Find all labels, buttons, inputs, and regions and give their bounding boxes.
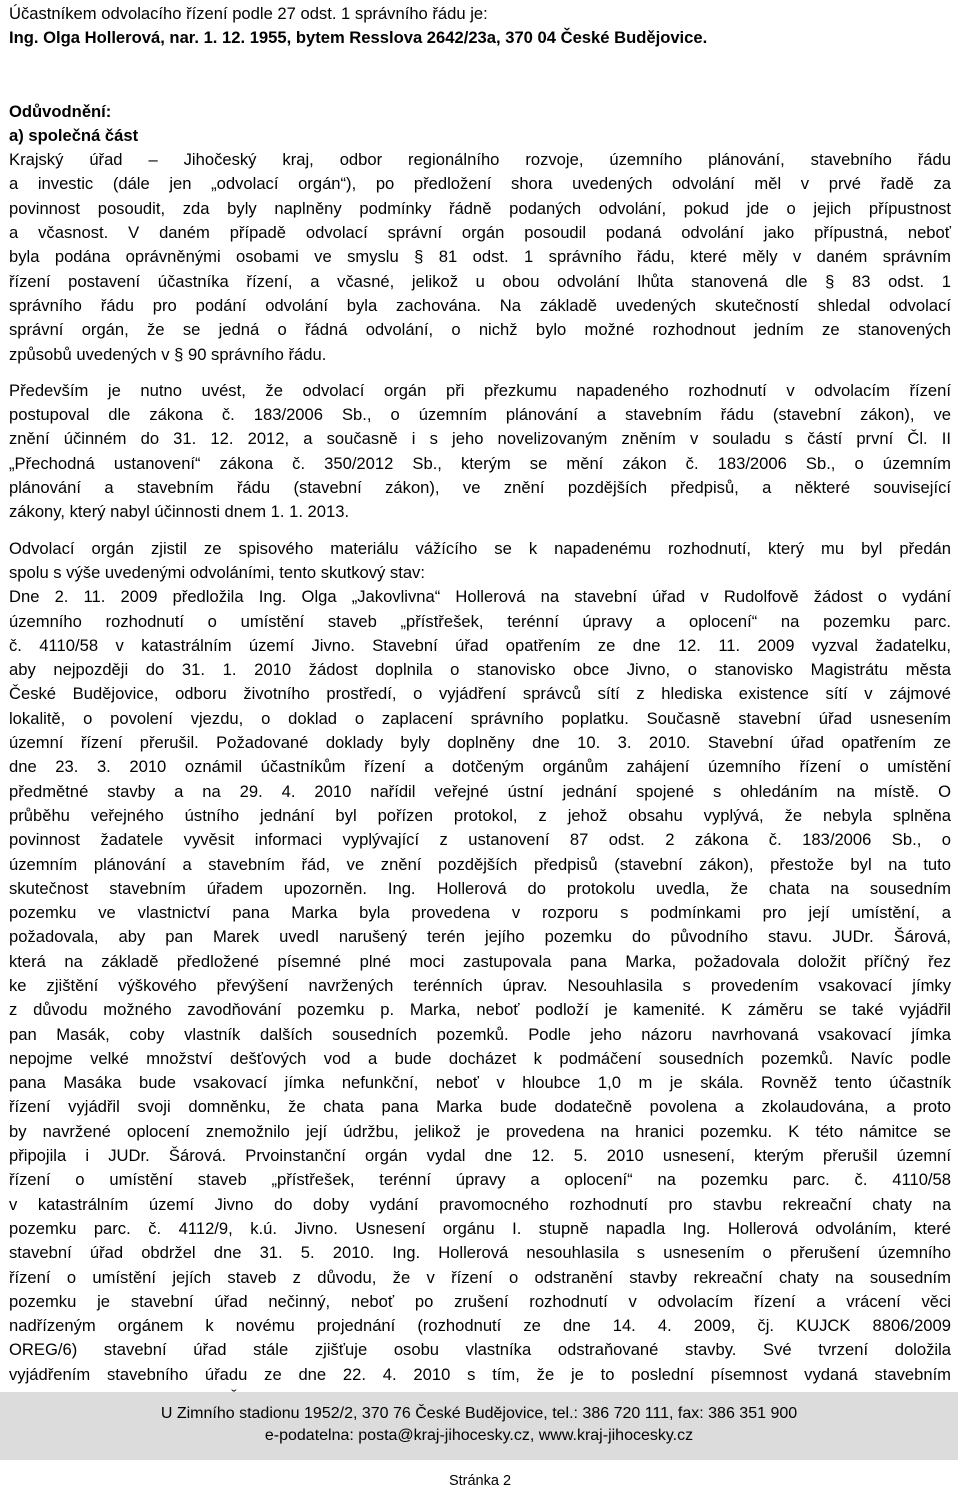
text-line: správní orgán, že se jedná o řádná odvolání, o nichž bylo možné rozhodnout jedním ze stanovených — [9, 320, 951, 340]
text-line: územní řízení přerušil. Požadované doklady byly doplněny dne 10. 3. 2010. Stavební úřad opatřením ze — [9, 733, 951, 753]
text-line: byla podána oprávněnými osobami ve smyslu § 81 odst. 1 správního řádu, které měly v daném správním — [9, 247, 951, 267]
text-line: požadovala, aby pan Marek uvedl narušený terén jejího pozemku do původního stavu. JUDr. Šárová, — [9, 927, 951, 947]
text-line: spolu s výše uvedenými odvoláními, tento skutkový stav: — [9, 562, 425, 582]
text-line: nepojme velké množství dešťových vod a bude docházet k podmáčení sousedních pozemků. Navíc podle — [9, 1048, 951, 1068]
text-line: pozemku ve vlastnictví pana Marka byla provedena v rozporu s podmínkami pro její umístění, a — [9, 903, 951, 923]
text-line: plánování a stavebním řádu (stavební zákon), ve znění pozdějších předpisů, a některé související — [9, 478, 951, 498]
text-line: pozemku parc. č. 4112/9, k.ú. Jivno. Usnesení orgánu I. stupně napadla Ing. Hollerová odvoláním, které — [9, 1218, 951, 1238]
text-line: pana Masáka bude vsakovací jímka nefunkční, neboť v hloubce 1,0 m je skála. Rovněž tento účastník — [9, 1073, 951, 1093]
text-line: a investic (dále jen „odvolací orgán“), po předložení shora uvedených odvolání měl v prvé řadě za — [9, 174, 951, 194]
section-heading: Odůvodnění: — [9, 101, 112, 121]
text-line: Dne 2. 11. 2009 předložila Ing. Olga „Jakovlivna“ Hollerová na stavební úřad v Rudolfově žádost o vydání — [9, 587, 951, 607]
document-body — [9, 2, 951, 1411]
text-line: dne 23. 3. 2010 oznámil účastníkům řízení a dotčeným orgánům zahájení územního řízení o umístění — [9, 757, 951, 777]
participant-name: Ing. Olga Hollerová, nar. 1. 12. 1955, bytem Resslova 2642/23a, 370 04 České Budějovice. — [9, 28, 708, 48]
text-line: lokalitě, o povolení vjezdu, o doklad o zaplacení správního poplatku. Současně stavební úřad usnesením — [9, 708, 951, 728]
page-number: Stránka 2 — [448, 1473, 512, 1489]
text-line: předmětné stavby a na 29. 4. 2010 nařídil veřejné ústní jednání spojené s ohledáním na místě. O — [9, 781, 951, 801]
text-line: Především je nutno uvést, že odvolací orgán při přezkumu napadeného rozhodnutí v odvolacím řízení — [9, 380, 951, 400]
text-line: znění účinném do 31. 12. 2012, a současně i s jeho novelizovaným zněním v souladu s částí první Čl. II — [9, 429, 951, 449]
text-line: správního řádu pro podání odvolání byla zachována. Na základě uvedených skutečností shledal odvolací — [9, 295, 951, 315]
text-line: vyjádřením stavebního úřadu ze dne 22. 4. 2010 s tím, že je to poslední písemnost vydaná stavebním — [9, 1364, 951, 1384]
text-line: OREG/6) stavební úřad stále zjišťuje osobu vlastníka odstraňované stavby. Své tvrzení doložila — [9, 1340, 951, 1360]
text-line: stavební úřad obdržel dne 31. 5. 2010. Ing. Hollerová nesouhlasila s usnesením o přerušení územního — [9, 1243, 951, 1263]
text-line: č. 4110/58 v katastrálním území Jivno. Stavební úřad opatřením ze dne 12. 11. 2009 vyzval žadatelku, — [9, 635, 951, 655]
text-line: a včasnost. V daném případě odvolací správní orgán posoudil podaná odvolání jako přípustná, neboť — [9, 223, 951, 243]
text-line: v katastrálním území Jivno do doby vydání pravomocného rozhodnutí pro stavbu rekreační chaty na — [9, 1194, 951, 1214]
text-line: Odvolací orgán zjistil ze spisového materiálu vážícího se k napadenému rozhodnutí, který mu byl předán — [9, 538, 951, 558]
footer-address: U Zimního stadionu 1952/2, 370 76 České Budějovice, tel.: 386 720 111, fax: 386 351 900 — [160, 1405, 798, 1422]
text-line: skutečnost stavebním úřadem upozorněn. Ing. Hollerová do protokolu uvedla, že chata na sousedním — [9, 878, 951, 898]
page-footer — [0, 1392, 958, 1460]
text-line: připojila i JUDr. Šárová. Prvoinstanční orgán vydal dne 12. 5. 2010 usnesení, kterým přerušil územní — [9, 1146, 951, 1166]
text-line: povinnost posoudit, zda byly naplněny podmínky řádně podaných odvolání, pokud jde o jejich přípustnost — [9, 198, 951, 218]
text-line: řízení o umístění staveb „přístřešek, terénní úpravy a oplocení“ na pozemku parc. č. 4110/58 — [9, 1170, 951, 1190]
text-line: způsobů uvedených v § 90 správního řádu. — [9, 344, 327, 364]
text-line: aby nejpozději do 31. 1. 2010 žádost doplnila o stanovisko obce Jivno, o stanovisko Magistrátu města — [9, 660, 951, 680]
footer-contact: e-podatelna: posta@kraj-jihocesky.cz, www.kraj-jihocesky.cz — [264, 1427, 694, 1444]
text-line: řízení postavení účastníka řízení, a včasné, jelikož u obou odvolání lhůta stanovená dle § 83 odst. 1 — [9, 271, 951, 291]
text-line: postupoval dle zákona č. 183/2006 Sb., o územním plánování a stavebním řádu (stavební zákon), ve — [9, 405, 951, 425]
text-line: řízení o umístění jejích staveb z důvodu, že v řízení o odstranění stavby rekreační chaty na sousedním — [9, 1267, 951, 1287]
text-line: Krajský úřad – Jihočeský kraj, odbor regionálního rozvoje, územního plánování, stavebního řádu — [9, 150, 951, 170]
text-line: která na základě předložené písemné plné moci zastupovala pana Marka, požadovala doložit příčný řez — [9, 951, 951, 971]
text-line: povinnost žadatele vyvěsit informaci vyplývající z ustanovení 87 odst. 2 zákona č. 183/2006 Sb., o — [9, 830, 951, 850]
participant-intro: Účastníkem odvolacího řízení podle 27 odst. 1 správního řádu je: — [9, 4, 488, 23]
paragraph-facts — [9, 537, 951, 1412]
text-line: průběhu veřejného ústního jednání byl pořízen protokol, z jehož obsahu vyplývá, že nebyla splněna — [9, 805, 951, 825]
text-line: pozemku je stavební úřad nečinný, neboť po zrušení rozhodnutí v odvolacím řízení a vrácení věci — [9, 1291, 951, 1311]
text-line: nadřízeným orgánem k novému projednání (rozhodnutí ze dne 14. 4. 2009, čj. KUJCK 8806/2009 — [9, 1316, 951, 1336]
text-line: ke zjištění výškového převýšení navržených terénních úprav. Nesouhlasila s provedením vsakovací jímky — [9, 975, 951, 995]
text-line: by navržené oplocení znemožnilo její údržbu, jelikož je provedena na hranici pozemku. K této námitce se — [9, 1121, 951, 1141]
text-line: „Přechodná ustanovení“ zákona č. 350/2012 Sb., kterým se mění zákon č. 183/2006 Sb., o územním — [9, 453, 951, 473]
text-line: zákony, který nabyl účinnosti dnem 1. 1. 2013. — [9, 502, 350, 522]
text-line: České Budějovice, odboru životního prostředí, o vyjádření správců sítí z hlediska existence sítí v zájmové — [9, 684, 951, 704]
paragraph-admissibility — [9, 148, 951, 367]
section-subheading: a) společná část — [9, 125, 139, 145]
text-line: řízení vyjádřil svoji domněnku, že chata pana Marka bude dodatečně povolena a zkolaudována, a proto — [9, 1097, 951, 1117]
text-line: pan Masák, coby vlastník dalších sousedních pozemků. Podle jeho názoru navrhovaná vsakovací jímka — [9, 1024, 951, 1044]
text-line: územního rozhodnutí o umístění staveb „přístřešek, terénní úpravy a oplocení“ na pozemku parc. — [9, 611, 951, 631]
paragraph-legal-basis — [9, 379, 951, 525]
text-line: územním plánování a stavebním řád, ve znění pozdějších předpisů (stavební zákon), přestože byl na tuto — [9, 854, 951, 874]
text-line: z důvodu možného zavodňování pozemku p. Marka, neboť podloží je kamenité. K záměru se také vyjádřil — [9, 1000, 951, 1020]
